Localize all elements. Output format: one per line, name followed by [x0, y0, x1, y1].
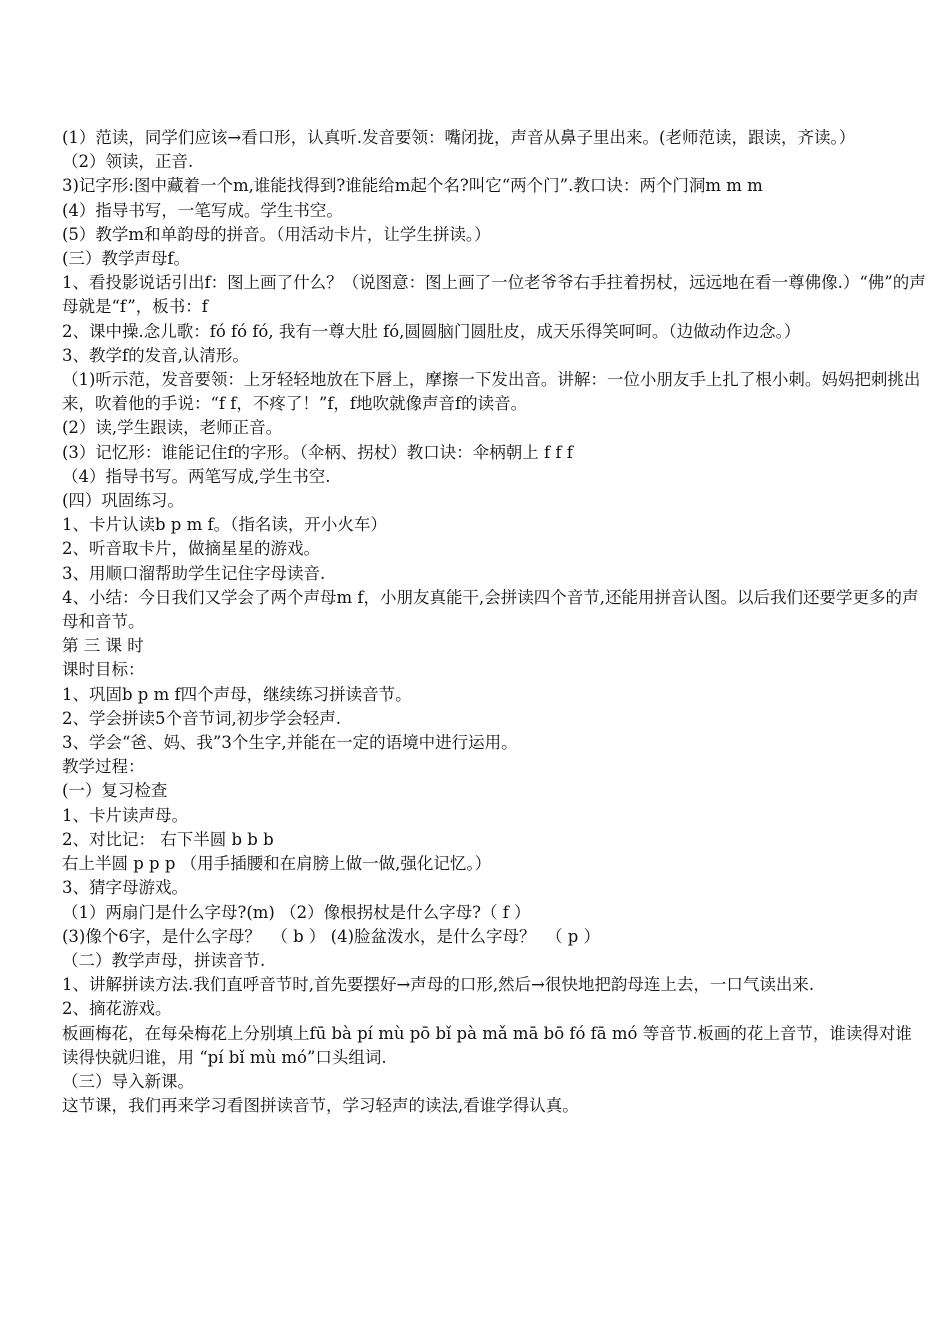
text-line: 1、巩固b p m f四个声母，继续练习拼读音节。 — [62, 684, 412, 704]
text-line: 1、讲解拼读方法.我们直呼音节时,首先要摆好→声母的口形,然后→很快地把韵母连上去，一口气读出来. — [62, 975, 815, 995]
text-line: (4）指导书写，一笔写成。学生书空。 — [62, 200, 343, 220]
text-line: （2）领读，正音. — [62, 152, 194, 172]
text-line: 2、学会拼读5个音节词,初步学会轻声. — [62, 708, 341, 728]
text-line: 板画梅花，在每朵梅花上分别填上fū bà pí mù pō bǐ pà mǎ mā bō fó fā mó 等音节.板画的花上音节，谁读得对谁读得快就归谁，用 “pí bǐ mù mó”口头组词. — [62, 1023, 912, 1067]
lesson-heading: 第 三 课 时 — [62, 636, 144, 656]
text-line: 3、学会“爸、妈、我”3个生字,并能在一定的语境中进行运用。 — [62, 733, 518, 753]
text-line: 1、看投影说话引出f：图上画了什么？（说图意：图上画了一位老爷爷右手拄着拐杖，远远地在看一尊佛像.）“佛”的声母就是“f”，板书：f — [62, 273, 926, 317]
text-line: 4、小结：今日我们又学会了两个声母m f，小朋友真能干,会拼读四个音节,还能用拼音认图。以后我们还要学更多的声母和音节。 — [62, 587, 919, 632]
text-line: 2、听音取卡片，做摘星星的游戏。 — [62, 539, 320, 559]
text-line: （4）指导书写。两笔写成,学生书空. — [62, 466, 331, 486]
text-line: (1）范读，同学们应该→看口形，认真听.发音要领：嘴闭拢，声音从鼻子里出来。(老师范读，跟读，齐读。） — [62, 128, 856, 147]
text-line: 2、对比记： 右下半圆 b b b — [62, 829, 274, 849]
text-line: （1)听示范，发音要领：上牙轻轻地放在下唇上，摩擦一下发出音。讲解：一位小朋友手上扎了根小刺。妈妈把刺挑出来，吹着他的手说：“f f，不疼了！”f，f地吹就像声音f的读音。 — [62, 370, 921, 414]
text-line: (5）教学m和单韵母的拼音。（用活动卡片，让学生拼读。） — [62, 224, 491, 244]
text-line: 这节课，我们再来学习看图拼读音节，学习轻声的读法,看谁学得认真。 — [62, 1096, 579, 1116]
document-body — [62, 126, 928, 1118]
text-line: (3)像个6字，是什么字母？ （ b ） (4)脸盆泼水，是什么字母？ （ p ） — [62, 926, 601, 946]
text-line: 右上半圆 p p p （用手插腰和在肩膀上做一做,强化记忆。） — [62, 854, 492, 874]
text-line: 教学过程： — [62, 757, 145, 777]
section-heading: (三）教学声母f。 — [62, 249, 191, 269]
section-heading: （三）导入新课。 — [62, 1071, 194, 1091]
text-line: (3）记忆形：谁能记住f的字形。（伞柄、拐杖）教口诀：伞柄朝上 f f f — [62, 442, 573, 462]
text-line: 3、教学f的发音,认清形。 — [62, 345, 249, 365]
text-line: 2、摘花游戏。 — [62, 999, 172, 1019]
text-line: （1）两扇门是什么字母?(m) （2）像根拐杖是什么字母?（ f ） — [62, 902, 531, 922]
text-line: 1、卡片读声母。 — [62, 805, 188, 825]
text-line: 3、用顺口溜帮助学生记住字母读音. — [62, 563, 326, 583]
section-heading: (四）巩固练习。 — [62, 491, 184, 511]
text-line: (2）读,学生跟读，老师正音。 — [62, 418, 283, 438]
text-line: 课时目标： — [62, 660, 145, 680]
text-line: 3)记字形:图中藏着一个m,谁能找得到?谁能给m起个名?叫它“两个门”.教口诀：两个门洞m m m — [62, 176, 763, 196]
section-heading: (一）复习检查 — [62, 781, 168, 801]
text-line: 1、卡片认读b p m f。（指名读，开小火车） — [62, 515, 387, 535]
text-line: 2、课中操.念儿歌：fó fó fó, 我有一尊大肚 fó,圆圆脑门圆肚皮，成天乐得笑呵呵。（边做动作边念。） — [62, 321, 801, 341]
text-line: 3、猜字母游戏。 — [62, 878, 188, 898]
section-heading: （二）教学声母，拼读音节. — [62, 950, 266, 970]
